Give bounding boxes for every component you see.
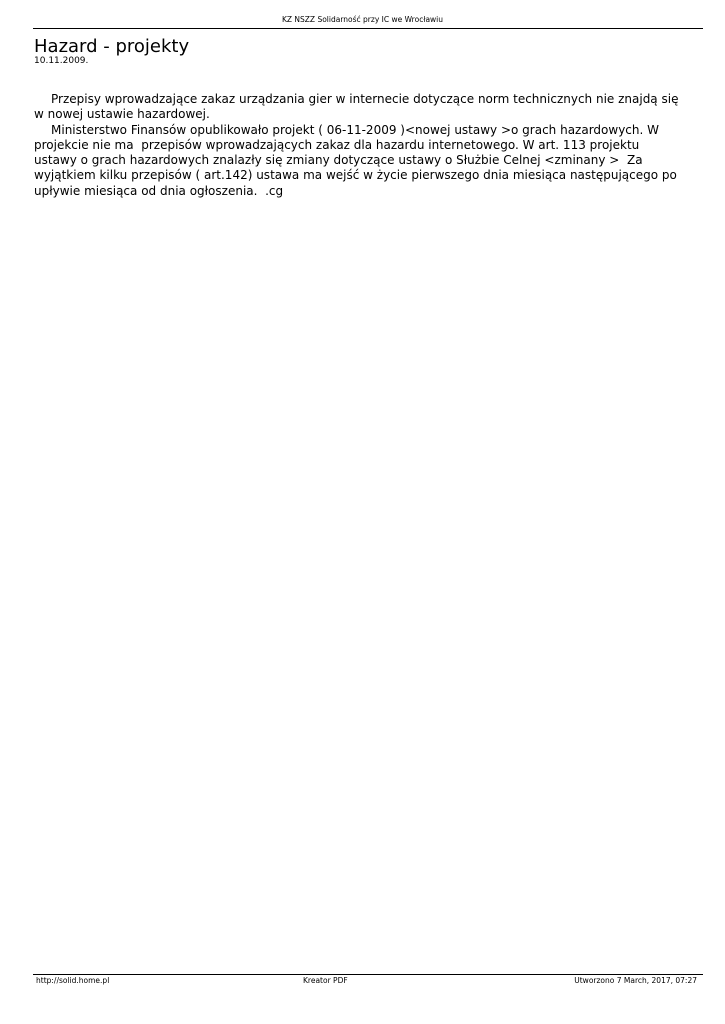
article-date: 10.11.2009. xyxy=(34,56,89,66)
page-header: KZ NSZZ Solidarność przy IC we Wrocławiu xyxy=(281,15,444,24)
footer-generator: Kreator PDF xyxy=(303,976,348,985)
footer-url-link[interactable]: http://solid.home.pl xyxy=(36,976,110,985)
footer-divider xyxy=(33,974,703,975)
article-body xyxy=(34,92,684,199)
article-paragraph: Przepisy wprowadzające zakaz urządzania gier w internecie dotyczące norm technicznych nie znajdą się w nowej ustawie hazardowej. xyxy=(34,92,683,122)
footer-created-date: Utworzono 7 March, 2017, 07:27 xyxy=(574,976,697,985)
article-paragraph: Ministerstwo Finansów opublikowało projekt ( 06-11-2009 )<nowej ustawy >o grach hazardowych. W projekcie nie ma przepisów wprowadzających zakaz dla hazardu internetowego. W art. 113 projektu ustawy o grach hazardowych znalazły się zmiany dotyczące ustawy o Służbie Celnej <zminany > Za wyjątkiem kilku przepisów ( art.142) ustawa ma wejść w życie pierwszego dnia miesiąca następującego po upływie miesiąca od dnia ogłoszenia. .cg xyxy=(34,122,681,198)
article-title: Hazard - projekty xyxy=(34,36,190,57)
header-divider xyxy=(33,28,703,29)
